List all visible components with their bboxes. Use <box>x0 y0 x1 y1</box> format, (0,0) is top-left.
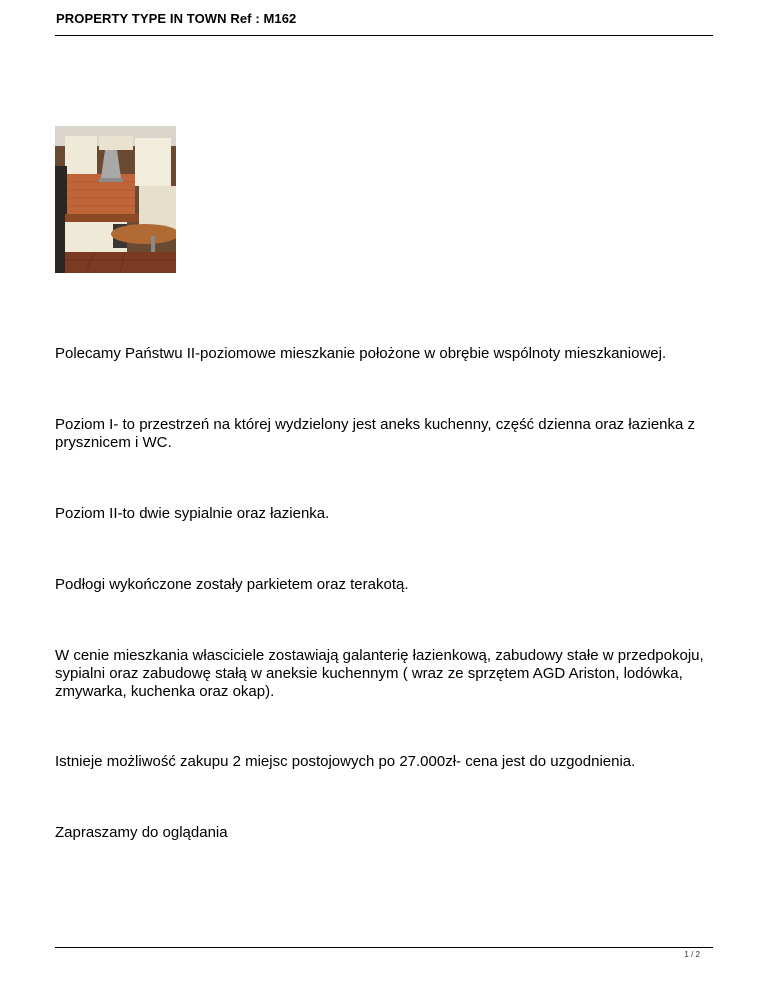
paragraph-intro: Polecamy Państwu II-poziomowe mieszkanie położone w obrębie wspólnoty mieszkaniowej. <box>55 345 667 362</box>
paragraph-parking: Istnieje możliwość zakupu 2 miejsc postojowych po 27.000zł- cena jest do uzgodnienia. <box>55 753 636 770</box>
paragraph-level-one: Poziom I- to przestrzeń na której wydzielony jest aneks kuchenny, część dzienna oraz łazienka z prysznicem i WC. <box>55 416 696 451</box>
kitchen-photo <box>55 126 176 273</box>
paragraph-invitation: Zapraszamy do oglądania <box>55 824 228 841</box>
page-header-title: PROPERTY TYPE IN TOWN Ref : M162 <box>56 11 297 26</box>
header-divider <box>55 35 713 36</box>
paragraph-floors: Podłogi wykończone zostały parkietem oraz terakotą. <box>55 576 409 593</box>
paragraph-included-items: W cenie mieszkania własciciele zostawiają galanterię łazienkową, zabudowy stałe w przedpokoju, sypialni oraz zabudowę stałą w aneksie kuchennym ( wraz ze sprzętem AGD Ariston, lodówka, zmywarka, kuchenka oraz okap). <box>55 647 704 700</box>
page-number: 1 / 2 <box>684 950 700 959</box>
footer-divider <box>55 947 713 948</box>
paragraph-level-two: Poziom II-to dwie sypialnie oraz łazienka. <box>55 505 330 522</box>
